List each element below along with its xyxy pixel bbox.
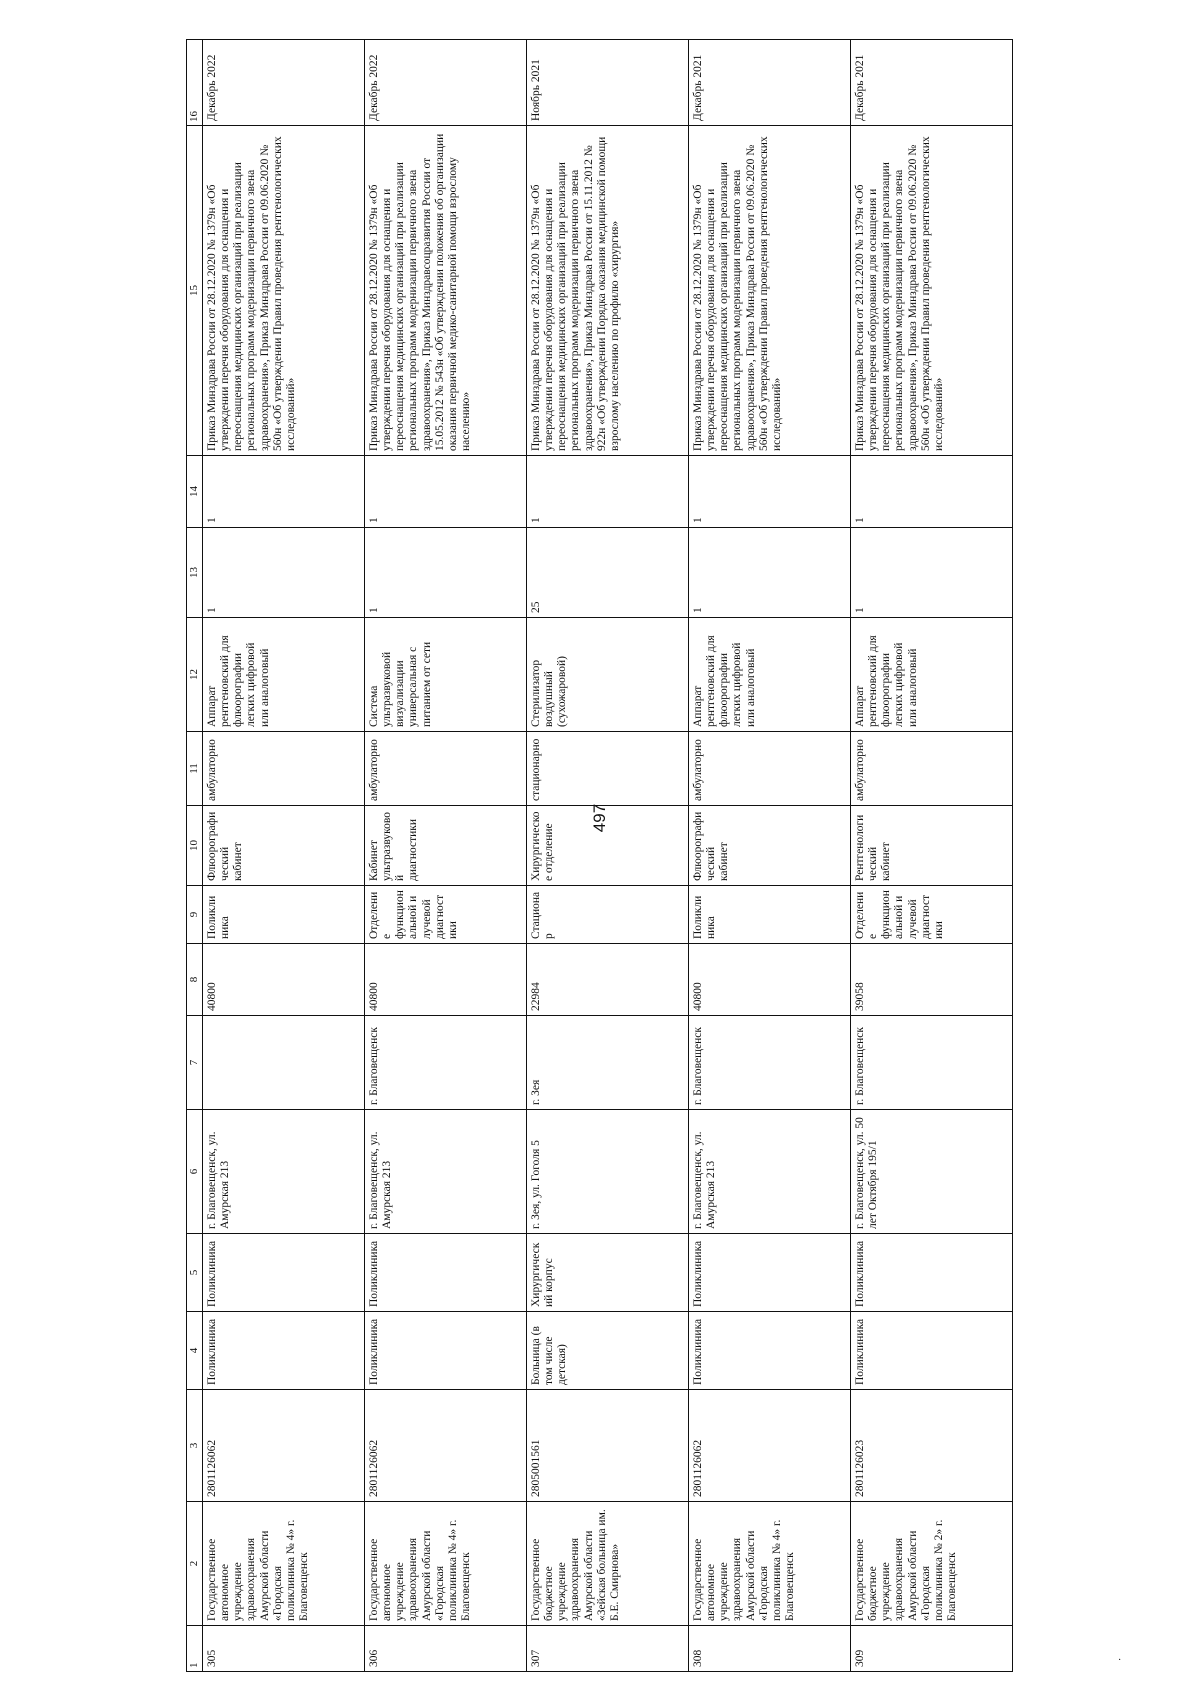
inn: 2801126023 xyxy=(850,1390,1012,1502)
equipment: Система ультразвуковой визуализации универсальная с питанием от сети xyxy=(364,618,526,732)
building: Поликлиника xyxy=(850,1234,1012,1312)
equipment-table xyxy=(186,39,1013,1672)
table-row xyxy=(526,40,688,1672)
deadline: Декабрь 2021 xyxy=(850,40,1012,126)
col-header-7: 7 xyxy=(187,1016,203,1110)
department: Рентгенологический кабинет xyxy=(850,806,1012,886)
inn: 2805001561 xyxy=(526,1390,688,1502)
quantity: 1 xyxy=(202,528,364,618)
locality: г. Благовещенск xyxy=(688,1016,850,1110)
col-header-2: 2 xyxy=(187,1502,203,1626)
col-header-8: 8 xyxy=(187,944,203,1016)
population: 40800 xyxy=(688,944,850,1016)
col-header-11: 11 xyxy=(187,732,203,806)
population: 39058 xyxy=(850,944,1012,1016)
care-form: амбулаторно xyxy=(688,732,850,806)
deadline: Декабрь 2022 xyxy=(202,40,364,126)
col-header-14: 14 xyxy=(187,456,203,528)
col-header-12: 12 xyxy=(187,618,203,732)
quantity-needed: 1 xyxy=(364,456,526,528)
quantity: 1 xyxy=(850,528,1012,618)
table-row xyxy=(688,40,850,1672)
population: 40800 xyxy=(364,944,526,1016)
row-number: 309 xyxy=(850,1626,1012,1672)
department: Кабинет ультразвуковой диагностики xyxy=(364,806,526,886)
facility-type: Поликлиника xyxy=(850,1312,1012,1390)
building: Поликлиника xyxy=(688,1234,850,1312)
rotated-table-container xyxy=(186,40,1046,1672)
deadline: Ноябрь 2021 xyxy=(526,40,688,126)
col-header-13: 13 xyxy=(187,528,203,618)
page-number: 497 xyxy=(590,803,609,833)
col-header-5: 5 xyxy=(187,1234,203,1312)
address: г. Благовещенск, ул. 50 лет Октября 195/1 xyxy=(850,1110,1012,1234)
unit: Поликлиника xyxy=(202,886,364,944)
col-header-6: 6 xyxy=(187,1110,203,1234)
population: 22984 xyxy=(526,944,688,1016)
facility-type: Поликлиника xyxy=(364,1312,526,1390)
unit: Отделение функциональной и лучевой диагностики xyxy=(850,886,1012,944)
equipment: Стерилизатор воздушный (сухожаровой) xyxy=(526,618,688,732)
legal-basis: Приказ Минздрава России от 28.12.2020 № 1379н «Об утверждении перечня оборудования для оснащения и переоснащения медицинских организаций при реализации региональных программ модернизации первичного звена здравоохранения», Приказ Минздрава России от 09.06.2020 № 560н «Об утверждении Правил проведения рентгенологических исследований» xyxy=(688,126,850,456)
row-number: 305 xyxy=(202,1626,364,1672)
building: Хирургический корпус xyxy=(526,1234,688,1312)
legal-basis: Приказ Минздрава России от 28.12.2020 № 1379н «Об утверждении перечня оборудования для оснащения и переоснащения медицинских организаций при реализации региональных программ модернизации первичного звена здравоохранения», Приказ Минздрава России от 09.06.2020 № 560н «Об утверждении Правил проведения рентгенологических исследований» xyxy=(202,126,364,456)
row-number: 308 xyxy=(688,1626,850,1672)
equipment: Аппарат рентгеновский для флюорографии легких цифровой или аналоговый xyxy=(202,618,364,732)
col-header-16: 16 xyxy=(187,40,203,126)
care-form: стационарно xyxy=(526,732,688,806)
col-header-9: 9 xyxy=(187,886,203,944)
inn: 2801126062 xyxy=(688,1390,850,1502)
unit: Поликлиника xyxy=(688,886,850,944)
locality xyxy=(202,1016,364,1110)
table-row xyxy=(850,40,1012,1672)
quantity: 1 xyxy=(364,528,526,618)
locality: г. Благовещенск xyxy=(364,1016,526,1110)
address: г. Благовещенск, ул. Амурская 213 xyxy=(688,1110,850,1234)
organization-name: Государственное бюджетное учреждение здравоохранения Амурской области «Зейская больница им. Б.Е. Смирнова» xyxy=(526,1502,688,1626)
col-header-4: 4 xyxy=(187,1312,203,1390)
care-form: амбулаторно xyxy=(850,732,1012,806)
address: г. Благовещенск, ул. Амурская 213 xyxy=(202,1110,364,1234)
facility-type: Больница (в том числе детская) xyxy=(526,1312,688,1390)
col-header-15: 15 xyxy=(187,126,203,456)
care-form: амбулаторно xyxy=(364,732,526,806)
unit: Отделение функциональной и лучевой диагностики xyxy=(364,886,526,944)
address: г. Благовещенск, ул. Амурская 213 xyxy=(364,1110,526,1234)
row-number: 306 xyxy=(364,1626,526,1672)
deadline: Декабрь 2022 xyxy=(364,40,526,126)
deadline: Декабрь 2021 xyxy=(688,40,850,126)
address: г. Зея, ул. Гоголя 5 xyxy=(526,1110,688,1234)
facility-type: Поликлиника xyxy=(688,1312,850,1390)
organization-name: Государственное бюджетное учреждение здравоохранения Амурской области «Городская поликлиника № 2» г. Благовещенск xyxy=(850,1502,1012,1626)
stray-mark: · xyxy=(1118,1655,1122,1666)
department: Флюорографический кабинет xyxy=(688,806,850,886)
col-header-3: 3 xyxy=(187,1390,203,1502)
organization-name: Государственное автономное учреждение здравоохранения Амурской области «Городская поликлиника № 4» г. Благовещенск xyxy=(364,1502,526,1626)
table-row xyxy=(364,40,526,1672)
quantity-needed: 1 xyxy=(526,456,688,528)
equipment: Аппарат рентгеновский для флюорографии легких цифровой или аналоговый xyxy=(850,618,1012,732)
population: 40800 xyxy=(202,944,364,1016)
building: Поликлиника xyxy=(202,1234,364,1312)
col-header-1: 1 xyxy=(187,1626,203,1672)
quantity: 25 xyxy=(526,528,688,618)
organization-name: Государственное автономное учреждение здравоохранения Амурской области «Городская поликлиника № 4» г. Благовещенск xyxy=(688,1502,850,1626)
quantity-needed: 1 xyxy=(850,456,1012,528)
building: Поликлиника xyxy=(364,1234,526,1312)
unit: Стационар xyxy=(526,886,688,944)
table-row xyxy=(202,40,364,1672)
facility-type: Поликлиника xyxy=(202,1312,364,1390)
locality: г. Зея xyxy=(526,1016,688,1110)
locality: г. Благовещенск xyxy=(850,1016,1012,1110)
row-number: 307 xyxy=(526,1626,688,1672)
legal-basis: Приказ Минздрава России от 28.12.2020 № 1379н «Об утверждении перечня оборудования для оснащения и переоснащения медицинских организаций при реализации региональных программ модернизации первичного звена здравоохранения», Приказ Минздрава России от 09.06.2020 № 560н «Об утверждении Правил проведения рентгенологических исследований» xyxy=(850,126,1012,456)
department: Флюорографический кабинет xyxy=(202,806,364,886)
department: Хирургическое отделение xyxy=(526,806,688,886)
column-number-row xyxy=(187,40,203,1672)
organization-name: Государственное автономное учреждение здравоохранения Амурской области «Городская поликлиника № 4» г. Благовещенск xyxy=(202,1502,364,1626)
inn: 2801126062 xyxy=(202,1390,364,1502)
legal-basis: Приказ Минздрава России от 28.12.2020 № 1379н «Об утверждении перечня оборудования для оснащения и переоснащения медицинских организаций при реализации региональных программ модернизации первичного звена здравоохранения», Приказ Минздрава России от 15.11.2012 № 922н «Об утверждении Порядка оказания медицинской помощи взрослому населению по профилю «хирургия» xyxy=(526,126,688,456)
care-form: амбулаторно xyxy=(202,732,364,806)
quantity-needed: 1 xyxy=(202,456,364,528)
legal-basis: Приказ Минздрава России от 28.12.2020 № 1379н «Об утверждении перечня оборудования для оснащения и переоснащения медицинских организаций при реализации региональных программ модернизации первичного звена здравоохранения», Приказ Минздравсоцразвития России от 15.05.2012 № 543н «Об утверждении положения об организации оказания первичной медико-санитарной помощи взрослому населению» xyxy=(364,126,526,456)
inn: 2801126062 xyxy=(364,1390,526,1502)
quantity-needed: 1 xyxy=(688,456,850,528)
quantity: 1 xyxy=(688,528,850,618)
col-header-10: 10 xyxy=(187,806,203,886)
equipment: Аппарат рентгеновский для флюорографии легких цифровой или аналоговый xyxy=(688,618,850,732)
